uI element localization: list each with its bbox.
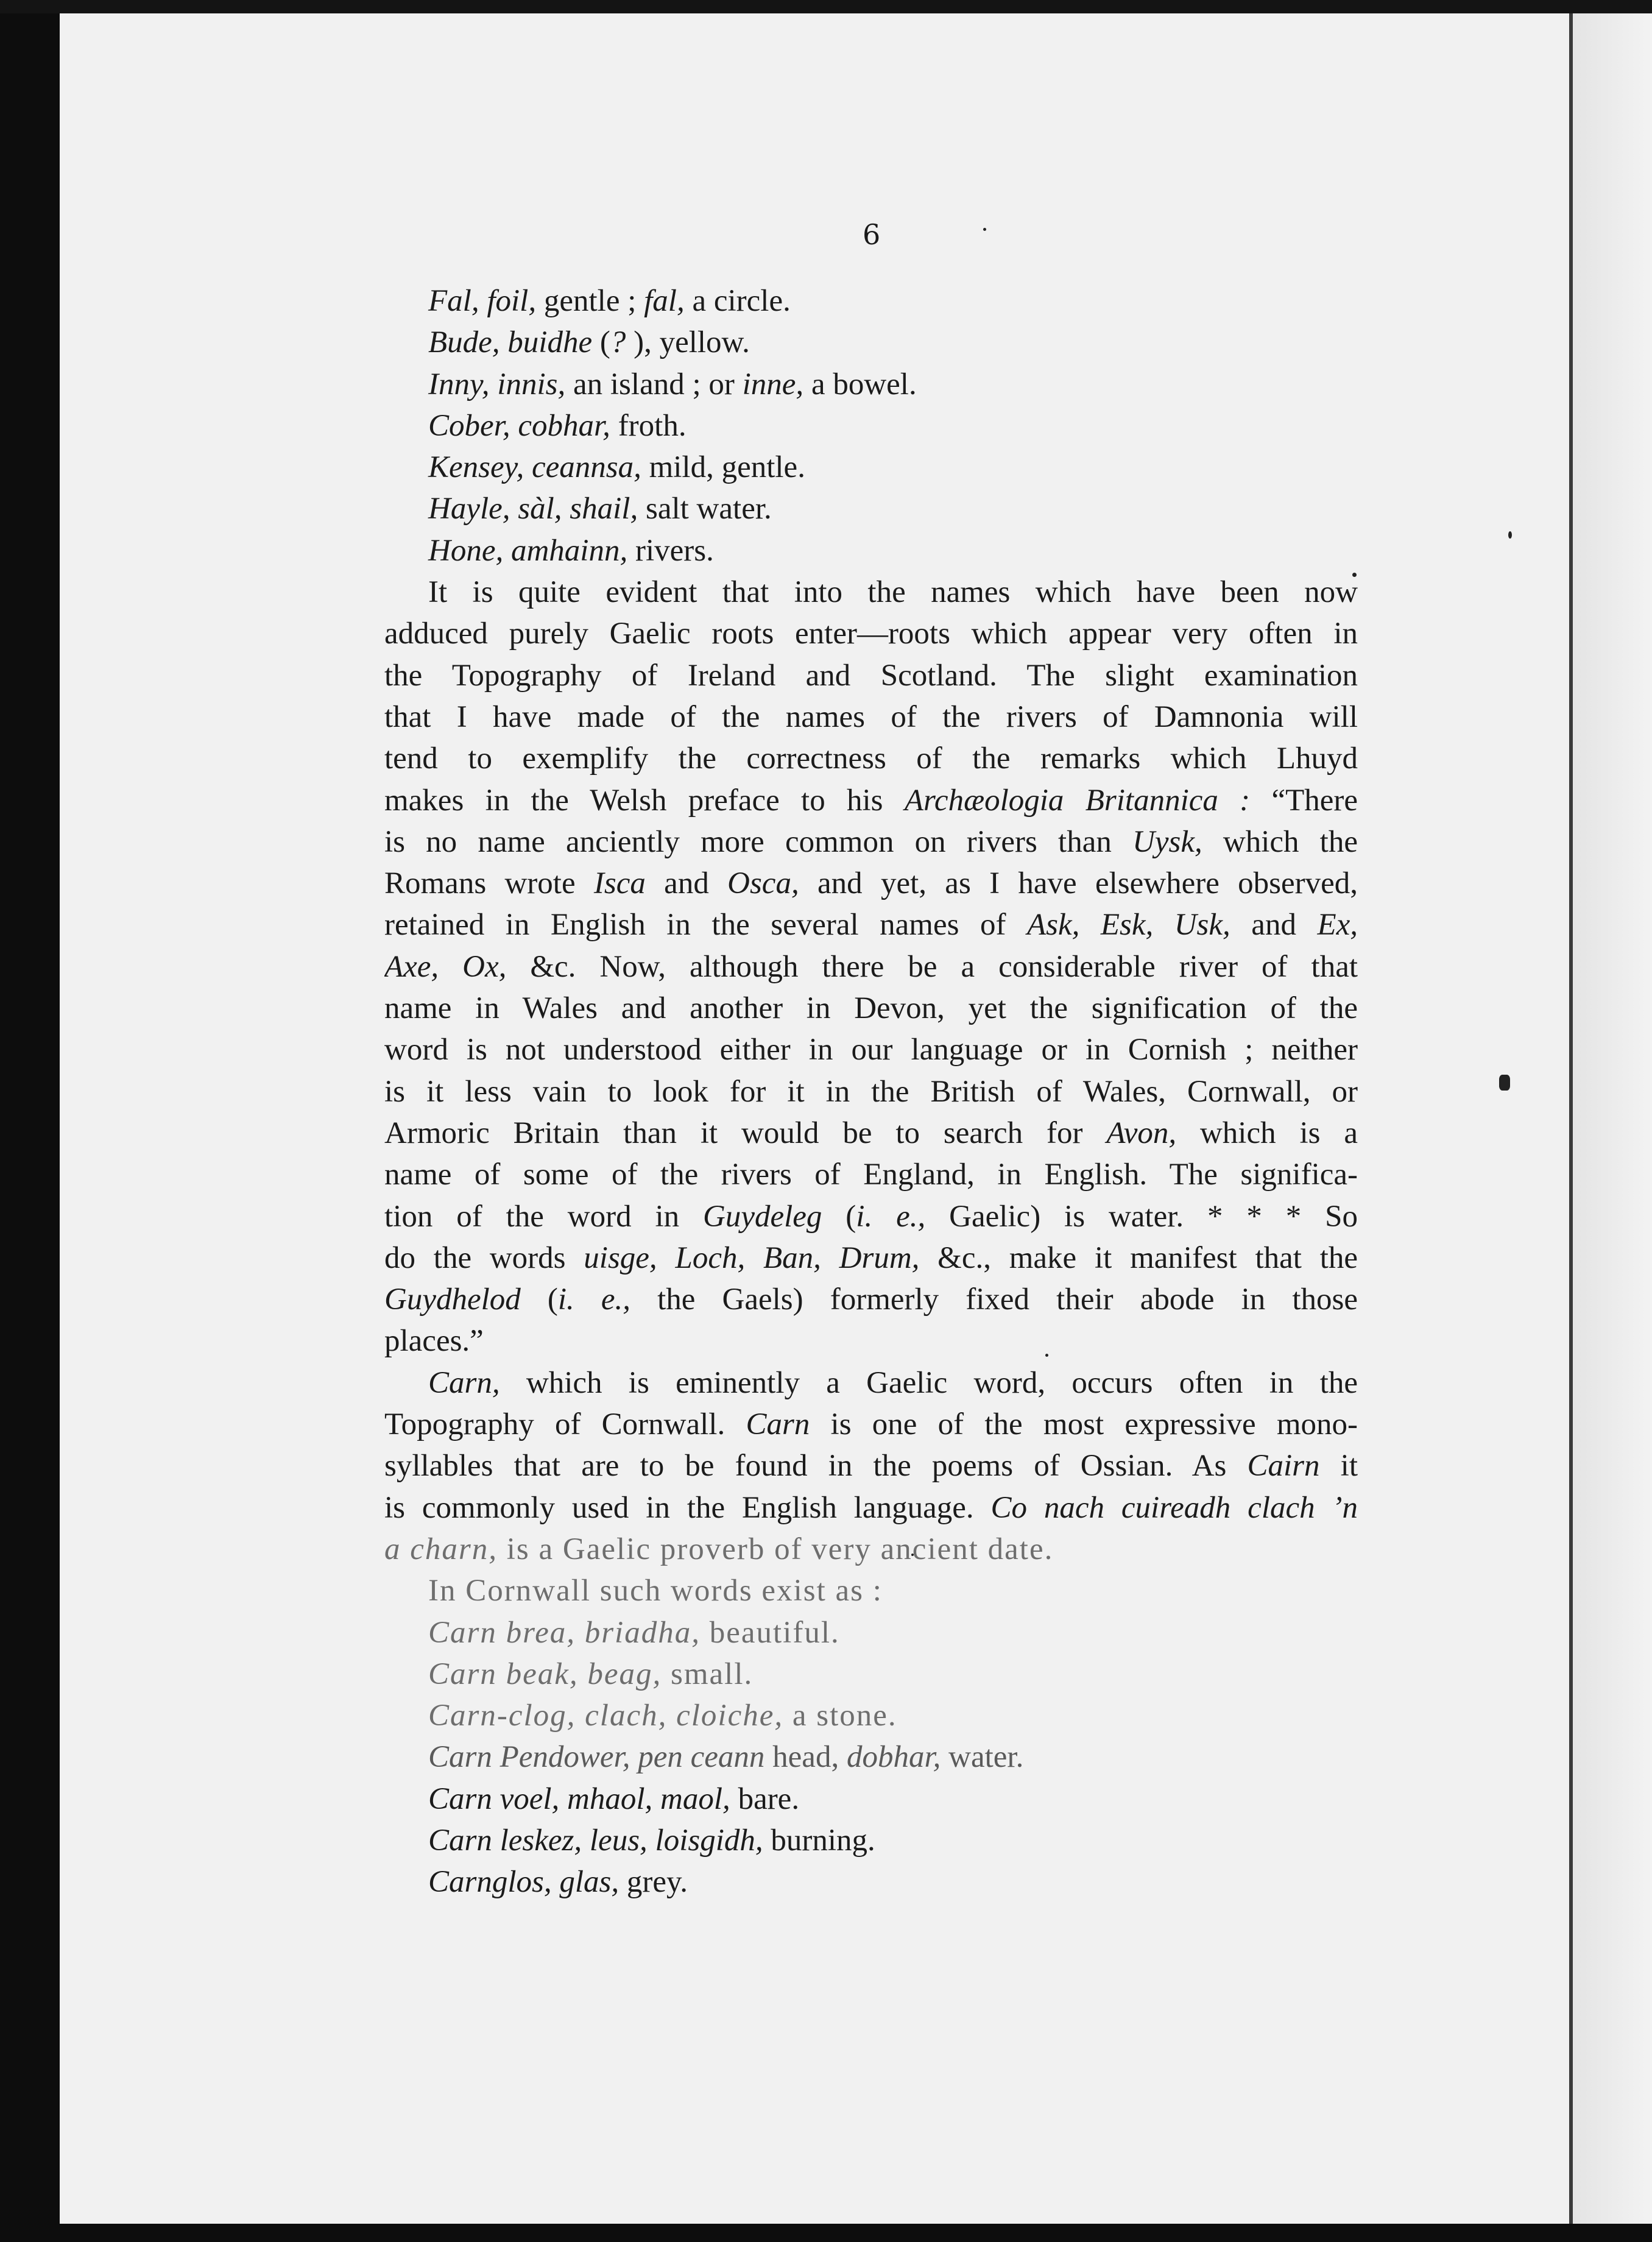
text-run: ( [822, 1199, 856, 1234]
italic-term: Inny, innis, [428, 367, 566, 401]
text-run: is one of the most expressive mono- [810, 1407, 1358, 1442]
text-run: is a Gaelic proverb of very ancient date. [497, 1532, 1054, 1566]
text-run: small. [662, 1657, 754, 1691]
text-run: head, [764, 1740, 847, 1775]
text-run: the Topography of Ireland and Scotland. The slight examination [384, 658, 1358, 693]
italic-term: Hayle, sàl, shail, [428, 492, 638, 526]
italic-term: Guydhelod [384, 1282, 521, 1317]
text-line [384, 988, 1358, 1029]
text-run: Armoric Britain than it would be to search for [384, 1116, 1107, 1150]
book-page [60, 13, 1652, 2224]
text-run: Gaelic) is water. * * * So [925, 1199, 1358, 1234]
text-line [384, 1695, 1358, 1736]
italic-term: Carn, [428, 1365, 500, 1400]
text-run: salt water. [638, 492, 772, 526]
scan-speck [1508, 531, 1512, 539]
italic-term: Carn leskez, leus, loisgidh, [428, 1823, 763, 1858]
italic-term: inne, [742, 367, 804, 401]
text-line [384, 1861, 1358, 1903]
text-run: gentle ; [536, 284, 644, 318]
text-line [384, 655, 1358, 696]
text-line [384, 530, 1358, 571]
text-run: and yet, as I have elsewhere observed, [799, 866, 1358, 901]
text-run: places.” [384, 1324, 484, 1359]
page-number: 6 [863, 218, 881, 251]
italic-term: uisge, Loch, Ban, Drum, [584, 1240, 920, 1275]
text-line [384, 1279, 1358, 1320]
text-run: do the words [384, 1240, 584, 1275]
text-run: a circle. [684, 284, 791, 318]
text-run: In Cornwall such words exist as : [428, 1574, 883, 1608]
text-run: an island ; or [565, 367, 743, 401]
italic-term: Ask, Esk, Usk, [1026, 908, 1230, 942]
text-line [384, 1071, 1358, 1112]
text-run: It is quite evident that into the names which have been now [428, 575, 1358, 610]
text-line [384, 821, 1358, 863]
text-run: that I have made of the names of the rivers of Damnonia will [384, 699, 1358, 734]
text-line [384, 1196, 1358, 1237]
italic-term: Axe, Ox, [384, 949, 507, 984]
italic-term: dobhar, [846, 1740, 941, 1775]
text-run: water. [941, 1740, 1024, 1775]
text-run: ( [592, 325, 610, 360]
text-run: is it less vain to look for it in the British of Wales, Cornwall, or [384, 1074, 1358, 1109]
italic-term: Bude, buidhe [428, 325, 593, 360]
text-line [384, 488, 1358, 529]
text-line [384, 1154, 1358, 1195]
text-line [384, 738, 1358, 779]
scan-speck [1499, 1075, 1510, 1091]
text-run: mild, gentle. [641, 450, 805, 485]
text-line [384, 447, 1358, 488]
text-run: name of some of the rivers of England, in English. The significa- [384, 1158, 1358, 1192]
text-run: Topography of Cornwall. [384, 1407, 746, 1442]
text-run: &c., make it manifest that the [919, 1240, 1358, 1275]
italic-term: Avon, [1106, 1116, 1177, 1150]
italic-term: Carnglos, glas, [428, 1865, 620, 1900]
text-run: burning. [763, 1823, 875, 1858]
text-line [384, 904, 1358, 946]
text-run: is no name anciently more common on rivers than [384, 824, 1133, 859]
text-line [384, 364, 1358, 405]
text-run: the Gaels) formerly fixed their abode in those [630, 1282, 1358, 1317]
facing-page-edge [1573, 13, 1652, 2224]
text-run: which is eminently a Gaelic word, occurs often in the [499, 1365, 1358, 1400]
scan-speck [983, 228, 986, 231]
text-run: grey. [619, 1865, 688, 1900]
text-run: rivers. [627, 533, 714, 568]
text-line [384, 1320, 1358, 1362]
text-run: name in Wales and another in Devon, yet the signification of the [384, 991, 1358, 1026]
text-run: a bowel. [803, 367, 917, 401]
text-line [384, 696, 1358, 738]
italic-term: Carn voel, mhaol, maol, [428, 1781, 730, 1816]
page-body-text [384, 280, 1358, 1903]
text-line [384, 613, 1358, 654]
italic-term: Uysk, [1132, 824, 1202, 859]
text-line [384, 280, 1358, 322]
text-run: it [1319, 1449, 1358, 1483]
text-run: a stone. [783, 1699, 897, 1733]
italic-term: Hone, amhainn, [428, 533, 628, 568]
italic-term: Cober, cobhar, [428, 408, 610, 443]
text-run: which is a [1176, 1116, 1358, 1150]
text-line [384, 1653, 1358, 1695]
text-run: and [1230, 908, 1318, 942]
italic-term: Carn-clog, clach, cloiche, [428, 1699, 784, 1733]
italic-term: Ex, [1317, 908, 1358, 942]
text-run: &c. Now, although there be a considerable river of that [506, 949, 1358, 984]
text-run: Romans wrote [384, 866, 594, 901]
text-line [384, 1820, 1358, 1861]
text-line [384, 322, 1358, 363]
italic-term: i. e., [856, 1199, 926, 1234]
text-line [384, 946, 1358, 988]
text-run: tend to exemplify the correctness of the remarks which Lhuyd [384, 741, 1358, 776]
text-run: syllables that are to be found in the poems of Ossian. As [384, 1449, 1248, 1483]
text-run: word is not understood either in our language or in Cornish ; neither [384, 1033, 1358, 1067]
text-line [384, 1362, 1358, 1404]
text-line [384, 1404, 1358, 1445]
text-line [384, 1237, 1358, 1279]
text-run: retained in English in the several names of [384, 908, 1027, 942]
text-line [384, 1529, 1358, 1570]
text-line [384, 1778, 1358, 1820]
text-line [384, 1112, 1358, 1154]
text-line [384, 1487, 1358, 1529]
scan-border [0, 0, 1652, 13]
text-line [384, 1570, 1358, 1611]
text-line [384, 405, 1358, 447]
text-run: froth. [610, 408, 687, 443]
text-line [384, 863, 1358, 904]
italic-term: Osca, [727, 866, 799, 901]
italic-term: Isca [593, 866, 646, 901]
italic-term: fal, [644, 284, 685, 318]
italic-term: a charn, [384, 1532, 498, 1566]
text-run: adduced purely Gaelic roots enter—roots which appear very often in [384, 617, 1358, 651]
text-line [384, 1612, 1358, 1653]
text-run: makes in the Welsh preface to his [384, 783, 905, 818]
italic-term: Carn [746, 1407, 810, 1442]
text-run: which the [1202, 824, 1358, 859]
text-line [384, 1445, 1358, 1487]
text-line [384, 1029, 1358, 1070]
italic-term: Carn brea, briadha, [428, 1615, 701, 1650]
italic-term: Carn beak, beag, [428, 1657, 662, 1691]
italic-term: Cairn [1247, 1449, 1320, 1483]
text-line [384, 1736, 1358, 1778]
italic-term: Archæologia Britannica : [904, 783, 1251, 818]
text-run: bare. [730, 1781, 800, 1816]
text-run: is commonly used in the English language. [384, 1490, 991, 1525]
italic-term: Fal, foil, [428, 284, 537, 318]
italic-term: Kensey, ceannsa, [428, 450, 641, 485]
text-line [384, 571, 1358, 613]
text-run: “There [1250, 783, 1358, 818]
text-run: beautiful. [700, 1615, 840, 1650]
italic-term: Carn Pendower, pen ceann [428, 1740, 765, 1775]
text-run: ( [520, 1282, 558, 1317]
text-run: and [645, 866, 728, 901]
italic-term: Co nach cuireadh clach ’n [990, 1490, 1358, 1525]
italic-term: Guydeleg [703, 1199, 822, 1234]
text-run: tion of the word in [384, 1199, 703, 1234]
italic-term: ? [610, 325, 626, 360]
text-line [384, 780, 1358, 821]
italic-term: i. e., [557, 1282, 631, 1317]
text-run: ), yellow. [626, 325, 750, 360]
